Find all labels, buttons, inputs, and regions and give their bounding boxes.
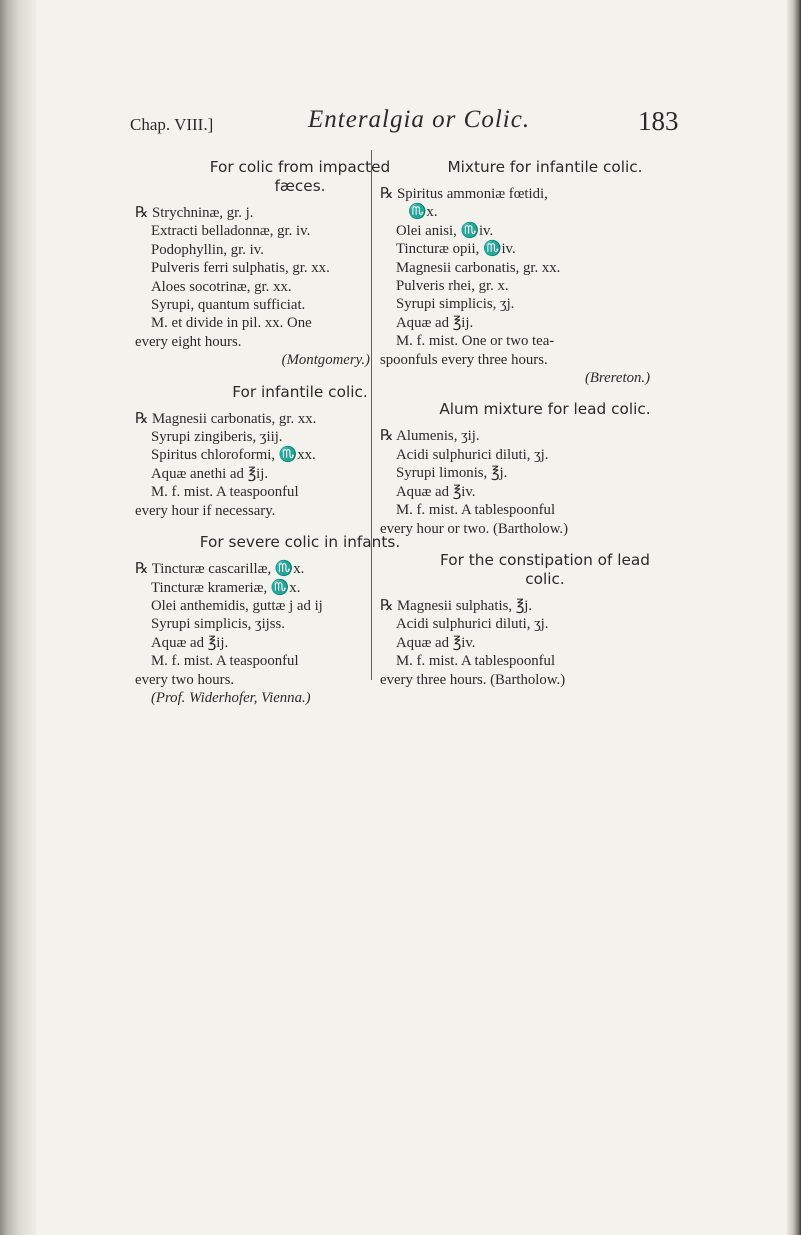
page-fore-edge [787,0,801,1235]
attribution: (Prof. Widerhofer, Vienna.) [151,689,311,706]
right-column [380,158,710,689]
rx-line: Extracti belladonnæ, gr. iv. [151,223,311,240]
rx-line: Acidi sulphurici diluti, ʒj. [396,616,549,633]
rx-line: Podophyllin, gr. iv. [151,241,264,258]
rx-line: ℞ Magnesii sulphatis, ℥j. [380,597,533,614]
section-heading: For the constipation of lead colic. [439,550,650,588]
rx-line: Olei anthemidis, guttæ j ad ij [151,597,323,614]
rx-line: Syrupi simplicis, ʒijss. [151,616,286,633]
rx-directions: every eight hours. [135,333,242,350]
rx-line: Aquæ anethi ad ℥ij. [151,465,269,482]
rx-line: Pulveris rhei, gr. x. [396,278,509,295]
rx-line: Syrupi simplicis, ʒj. [396,296,515,313]
rx-line: Aquæ ad ℥ij. [151,634,229,651]
rx-line: ℞ Strychninæ, gr. j. [135,205,254,221]
section-heading: For severe colic in infants. [199,533,401,552]
rx-line: Tincturæ opii, ♏iv. [396,241,516,258]
prescription-block [380,400,710,537]
rx-line: Syrupi zingiberis, ʒiij. [151,429,283,446]
rx-directions: M. f. mist. A teaspoonful [151,484,299,501]
chapter-label: Chap. VIII.] [130,115,214,134]
rx-line: Syrupi, quantum sufficiat. [151,297,306,314]
rx-line: Syrupi limonis, ℥j. [396,465,508,482]
rx-directions: spoonfuls every three hours. [380,351,548,368]
rx-directions: every hour or two. (Bartholow.) [380,520,569,537]
rx-line: Aloes socotrinæ, gr. xx. [151,278,292,295]
section-heading: Mixture for infantile colic. [447,158,643,176]
rx-directions: M. f. mist. One or two tea- [396,333,555,350]
running-header [130,102,690,142]
rx-line: Aquæ ad ℥iv. [396,634,476,651]
running-title: Enteralgia or Colic. [308,106,531,133]
rx-line: ℞ Spiritus ammoniæ fœtidi, [380,186,548,202]
binding-gutter-shadow [0,0,36,1235]
rx-line: ℞ Alumenis, ʒij. [380,428,480,445]
attribution: (Montgomery.) [281,352,370,369]
rx-line: Magnesii carbonatis, gr. xx. [396,259,561,276]
rx-directions: M. f. mist. A tablespoonful [396,653,556,670]
rx-directions: every two hours. [135,671,235,688]
prescription-block [380,551,710,689]
rx-line: Aquæ ad ℥ij. [396,314,474,331]
rx-line: ℞ Tincturæ cascarillæ, ♏x. [135,561,305,578]
rx-line: Pulveris ferri sulphatis, gr. xx. [151,260,330,277]
attribution: (Brereton.) [584,370,650,387]
section-heading: For infantile colic. [232,382,368,401]
rx-line: Aquæ ad ℥iv. [396,483,476,500]
rx-line: Tincturæ krameriæ, ♏x. [151,579,301,596]
rx-line: Olei anisi, ♏iv. [396,222,494,239]
rx-directions: M. f. mist. A teaspoonful [151,653,299,670]
rx-line: ♏x. [408,204,438,221]
rx-line: Spiritus chloroformi, ♏xx. [151,447,316,464]
rx-directions: every hour if necessary. [135,502,276,519]
rx-directions: every three hours. (Bartholow.) [380,671,566,688]
rx-directions: M. et divide in pil. xx. One [151,315,312,332]
prescription-block [380,158,710,387]
rx-directions: M. f. mist. A tablespoonful [396,502,556,519]
section-heading: For colic from impacted fæces. [209,158,391,195]
rx-line: Acidi sulphurici diluti, ʒj. [396,446,549,463]
rx-line: ℞ Magnesii carbonatis, gr. xx. [135,410,317,427]
section-heading: Alum mixture for lead colic. [439,400,651,419]
page-number: 183 [638,106,679,136]
